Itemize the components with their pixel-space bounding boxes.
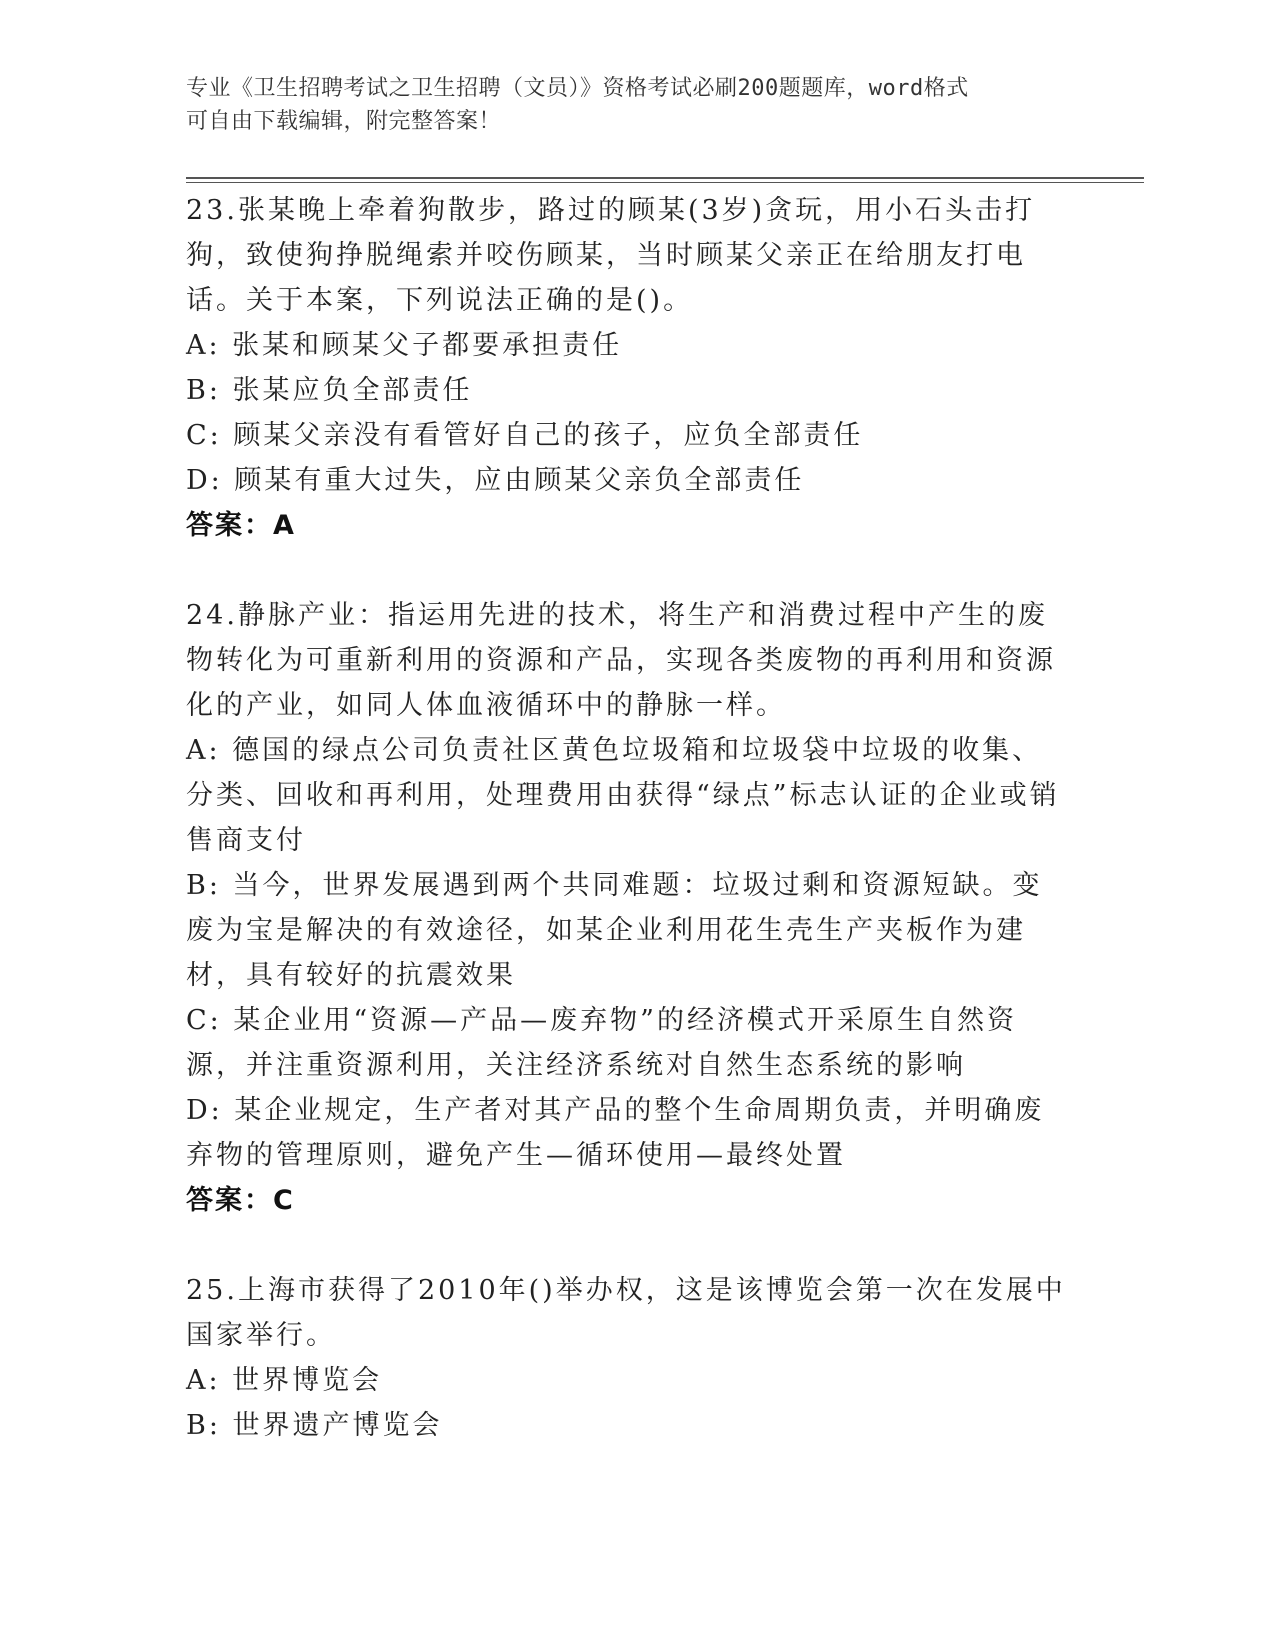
answer-label: 答案：C xyxy=(186,1185,295,1216)
option-a: A: 张某和顾某父子都要承担责任 xyxy=(186,330,623,361)
question-stem: 25.上海市获得了2010年()举办权，这是该博览会第一次在发展中国家举行。 xyxy=(186,1275,1066,1351)
option-a: A: 世界博览会 xyxy=(186,1365,383,1396)
header-title-line-1: 专业《卫生招聘考试之卫生招聘（文员）》资格考试必刷200题题库，word格式 xyxy=(186,76,969,101)
header-title-line-2: 可自由下载编辑，附完整答案！ xyxy=(186,109,502,134)
question-stem: 24.静脉产业：指运用先进的技术，将生产和消费过程中产生的废物转化为可重新利用的资源和产品，实现各类废物的再利用和资源化的产业，如同人体血液循环中的静脉一样。 xyxy=(186,600,1056,721)
answer-label: 答案：A xyxy=(186,510,296,541)
option-d: D: 某企业规定，生产者对其产品的整个生命周期负责，并明确废弃物的管理原则，避免产生—循环使用—最终处置 xyxy=(186,1095,1045,1171)
option-c: C: 顾某父亲没有看管好自己的孩子，应负全部责任 xyxy=(186,420,864,451)
option-b: B: 张某应负全部责任 xyxy=(186,375,473,406)
question-list xyxy=(186,188,1066,1493)
option-c: C: 某企业用“资源—产品—废弃物”的经济模式开采原生自然资源，并注重资源利用，关注经济系统对自然生态系统的影响 xyxy=(186,1005,1017,1081)
option-d: D: 顾某有重大过失，应由顾某父亲负全部责任 xyxy=(186,465,805,496)
option-a: A: 德国的绿点公司负责社区黄色垃圾箱和垃圾袋中垃圾的收集、分类、回收和再利用，处理费用由获得“绿点”标志认证的企业或销售商支付 xyxy=(186,735,1060,856)
question-23 xyxy=(186,188,1066,548)
question-24 xyxy=(186,593,1066,1223)
question-25 xyxy=(186,1268,1066,1448)
option-b: B: 当今，世界发展遇到两个共同难题：垃圾过剩和资源短缺。变废为宝是解决的有效途径，如某企业利用花生壳生产夹板作为建材，具有较好的抗震效果 xyxy=(186,870,1043,991)
header-divider-thin xyxy=(186,182,1144,183)
header-divider-thick xyxy=(186,177,1144,179)
question-stem: 23.张某晚上牵着狗散步，路过的顾某(3岁)贪玩，用小石头击打狗，致使狗挣脱绳索并咬伤顾某，当时顾某父亲正在给朋友打电话。关于本案，下列说法正确的是()。 xyxy=(186,195,1036,316)
page-header xyxy=(186,72,1066,138)
option-b: B: 世界遗产博览会 xyxy=(186,1410,443,1441)
